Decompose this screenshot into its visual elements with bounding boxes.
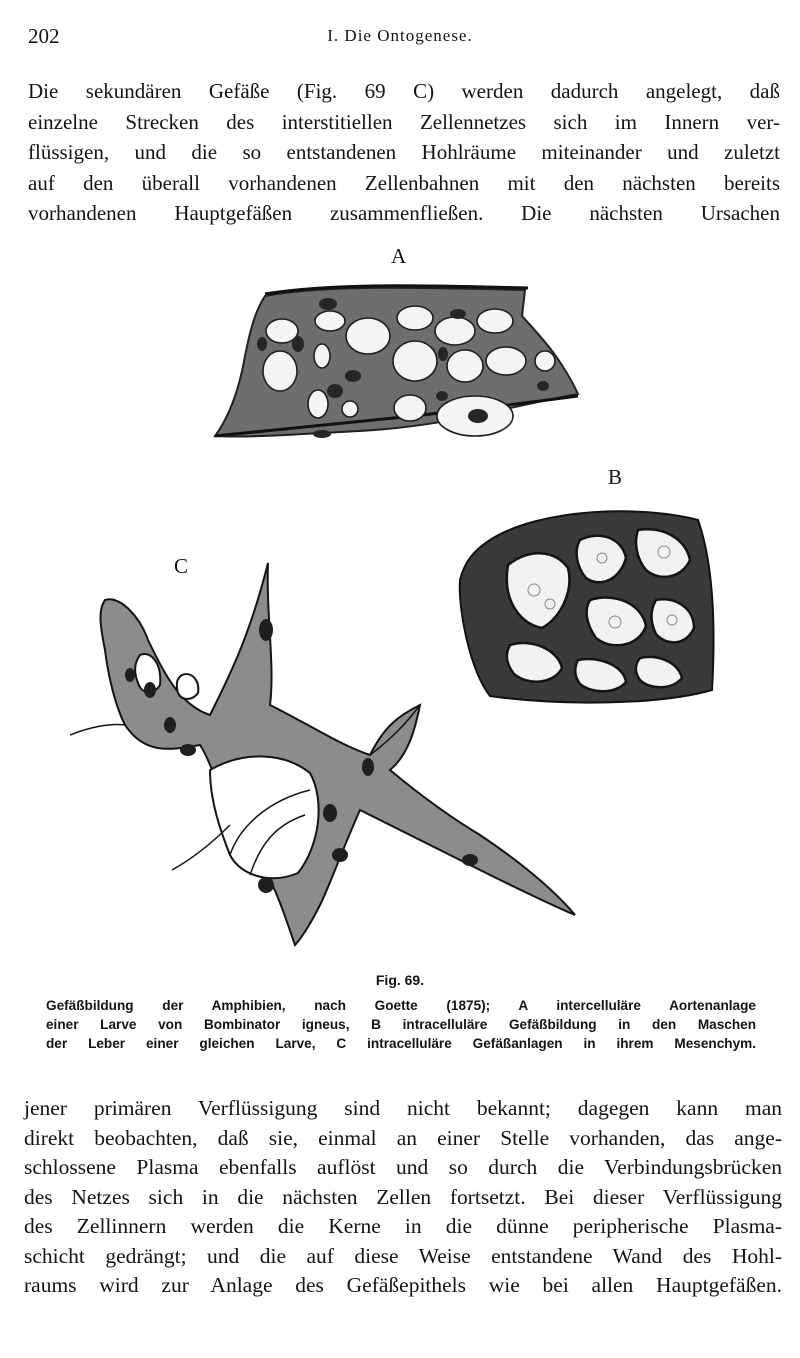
figure-c-illustration — [70, 555, 580, 955]
caption-line: einer Larve von Bombinator igneus, B intracelluläre Gefäßbildung in den Maschen — [46, 1017, 756, 1032]
text-line: direkt beobachten, daß sie, einmal an einer Stelle vorhanden, das ange- — [24, 1125, 782, 1150]
figure-label-c: C — [174, 554, 189, 578]
text-line: einzelne Strecken des interstitiellen Zellennetzes sich im Innern ver- — [28, 109, 780, 134]
text-line: vorhandenen Hauptgefäßen zusammenfließen. Die nächsten Ursachen — [28, 201, 780, 225]
paragraph-1 — [28, 76, 780, 229]
caption-line: Gefäßbildung der Amphibien, nach Goette (1875); A intercelluläre Aortenanlage — [46, 998, 756, 1013]
text-line: schicht gedrängt; und die auf diese Weise entstandene Wand des Hohl- — [24, 1243, 782, 1268]
text-line: schlossene Plasma ebenfalls auflöst und so durch die Verbindungsbrücken — [24, 1155, 782, 1179]
figure-label-a: A — [391, 244, 407, 268]
page-number: 202 — [28, 24, 60, 48]
text-line: raums wird zur Anlage des Gefäßepithels wie bei allen Hauptgefäßen. — [24, 1273, 782, 1297]
figure-caption — [46, 996, 756, 1053]
figure-label-b: B — [608, 465, 623, 489]
caption-line: der Leber einer gleichen Larve, C intracelluläre Gefäßanlagen in ihrem Mesenchym. — [46, 1036, 756, 1051]
text-line: jener primären Verflüssigung sind nicht bekannt; dagegen kann man — [24, 1096, 782, 1120]
paragraph-2 — [24, 1094, 782, 1301]
text-line: des Zellinnern werden die Kerne in die dünne peripherische Plasma- — [24, 1214, 782, 1238]
text-line: flüssigen, und die so entstandenen Hohlräume miteinander und zuletzt — [28, 140, 780, 164]
text-line: Die sekundären Gefäße (Fig. 69 C) werden dadurch angelegt, daß — [28, 79, 780, 103]
figure-a-illustration — [210, 276, 590, 446]
text-line: auf den überall vorhandenen Zellenbahnen mit den nächsten bereits — [28, 170, 780, 195]
figure-title: Fig. 69. — [375, 972, 425, 988]
text-line: des Netzes sich in die nächsten Zellen fortsetzt. Bei dieser Verflüssigung — [24, 1184, 782, 1209]
running-head: I. Die Ontogenese. — [327, 26, 473, 45]
